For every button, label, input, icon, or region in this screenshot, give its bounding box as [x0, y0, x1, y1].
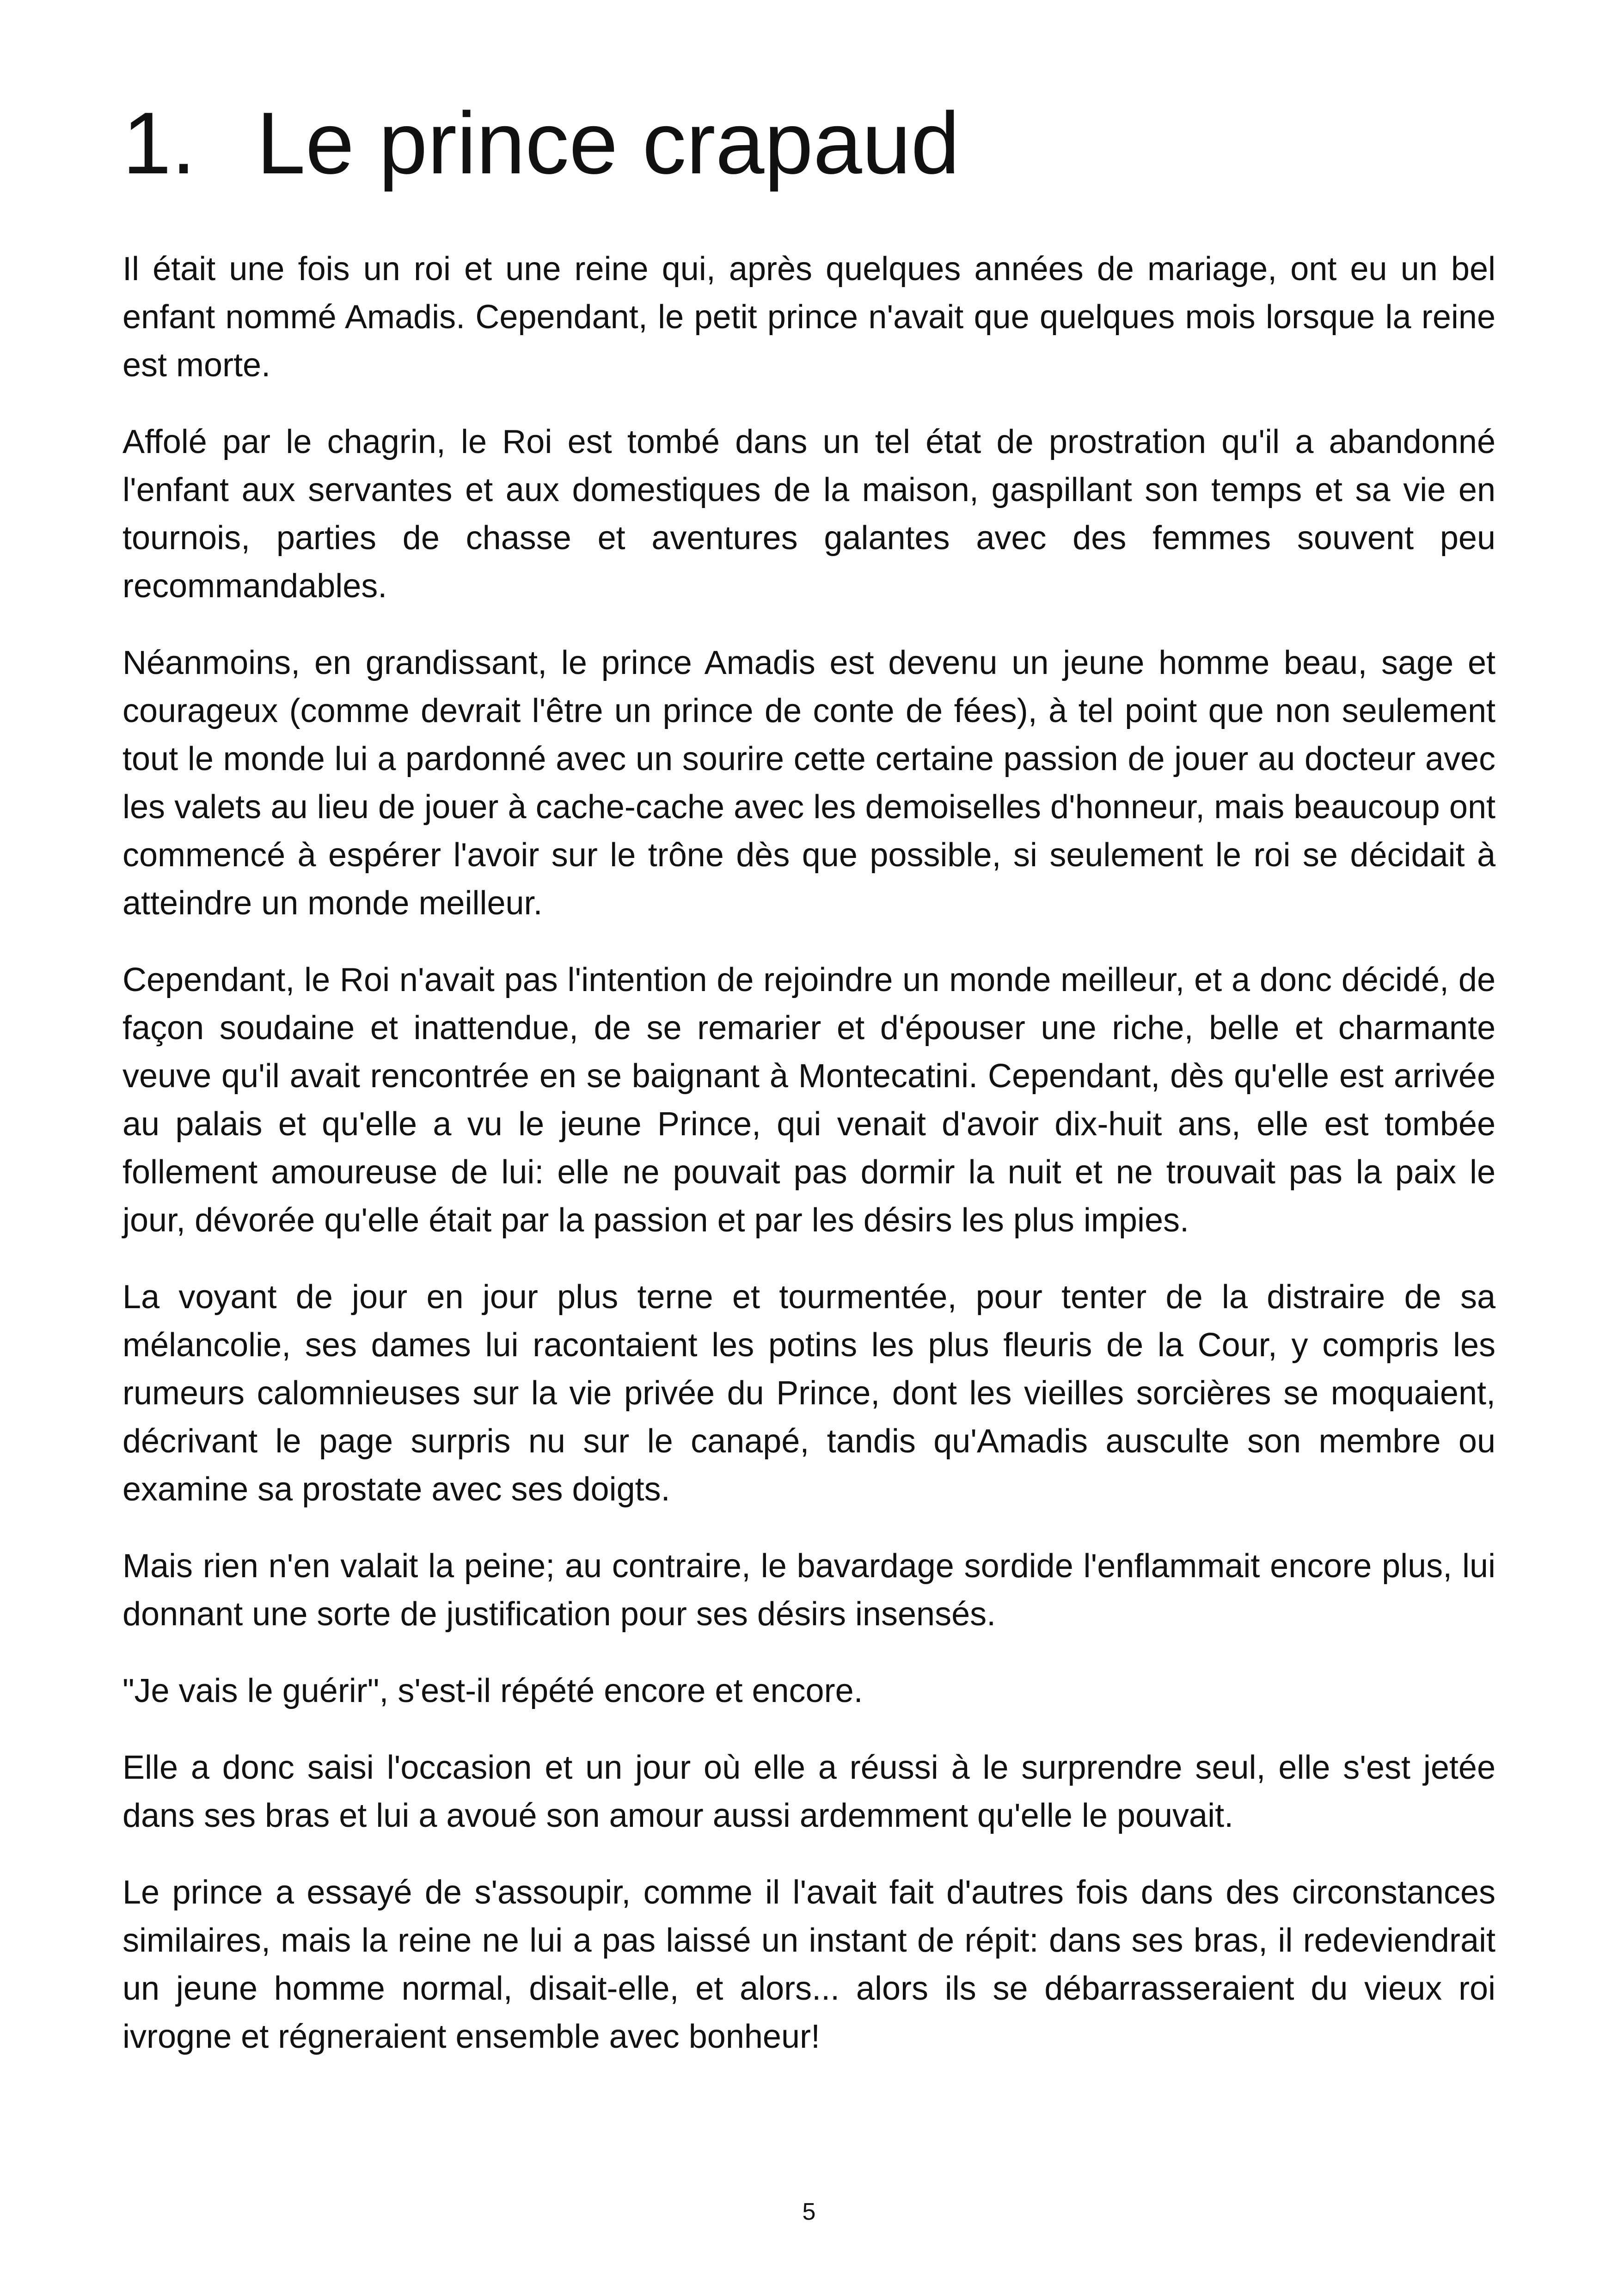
- paragraph-2: Affolé par le chagrin, le Roi est tombé dans un tel état de prostration qu'il a abandonné l'enfant aux servantes et aux domestiques de la maison, gaspillant son temps et sa vie en tournois, parties de chasse et aventures galantes avec des femmes souvent peu recommandables.: [123, 423, 1495, 605]
- paragraph-3: Néanmoins, en grandissant, le prince Amadis est devenu un jeune homme beau, sage et courageux (comme devrait l'être un prince de conte de fées), à tel point que non seulement tout le monde lui a pardonné avec un sourire cette certaine passion de jouer au docteur avec les valets au lieu de jouer à cache-cache avec les demoiselles d'honneur, mais beaucoup ont commencé à espérer l'avoir sur le trône dès que possible, si seulement le roi se décidait à atteindre un monde meilleur.: [123, 644, 1495, 922]
- page-number: 5: [802, 2198, 816, 2225]
- paragraph-4: Cependant, le Roi n'avait pas l'intention de rejoindre un monde meilleur, et a donc décidé, de façon soudaine et inattendue, de se remarier et d'épouser une riche, belle et charmante veuve qu'il avait rencontrée en se baignant à Montecatini. Cependant, dès qu'elle est arrivée au palais et qu'elle a vu le jeune Prince, qui venait d'avoir dix-huit ans, elle est tombée follement amoureuse de lui: elle ne pouvait pas dormir la nuit et ne trouvait pas la paix le jour, dévorée qu'elle était par la passion et par les désirs les plus impies.: [123, 961, 1495, 1239]
- document-page: [123, 90, 1495, 2089]
- paragraph-5: La voyant de jour en jour plus terne et tourmentée, pour tenter de la distraire de sa mélancolie, ses dames lui racontaient les potins les plus fleuris de la Cour, y compris les rumeurs calomnieuses sur la vie privée du Prince, dont les vieilles sorcières se moquaient, décrivant le page surpris nu sur le canapé, tandis qu'Amadis ausculte son membre ou examine sa prostate avec ses doigts.: [123, 1279, 1495, 1508]
- paragraph-1: Il était une fois un roi et une reine qui, après quelques années de mariage, ont eu un bel enfant nommé Amadis. Cependant, le petit prince n'avait que quelques mois lorsque la reine est morte.: [123, 251, 1495, 384]
- paragraph-8: Elle a donc saisi l'occasion et un jour où elle a réussi à le surprendre seul, elle s'est jetée dans ses bras et lui a avoué son amour aussi ardemment qu'elle le pouvait.: [123, 1749, 1495, 1834]
- paragraph-7: "Je vais le guérir", s'est-il répété encore et encore.: [123, 1672, 863, 1709]
- chapter-title-text: Le prince crapaud: [257, 94, 960, 192]
- paragraph-6: Mais rien n'en valait la peine; au contraire, le bavardage sordide l'enflammait encore plus, lui donnant une sorte de justification pour ses désirs insensés.: [123, 1548, 1495, 1633]
- paragraph-9: Le prince a essayé de s'assoupir, comme il l'avait fait d'autres fois dans des circonstances similaires, mais la reine ne lui a pas laissé un instant de répit: dans ses bras, il redeviendrait un jeune homme normal, disait-elle, et alors... alors ils se débarrasseraient du vieux roi ivrogne et régneraient ensemble avec bonheur!: [123, 1874, 1495, 2055]
- chapter-title: [123, 90, 1495, 196]
- chapter-number: 1.: [123, 94, 196, 192]
